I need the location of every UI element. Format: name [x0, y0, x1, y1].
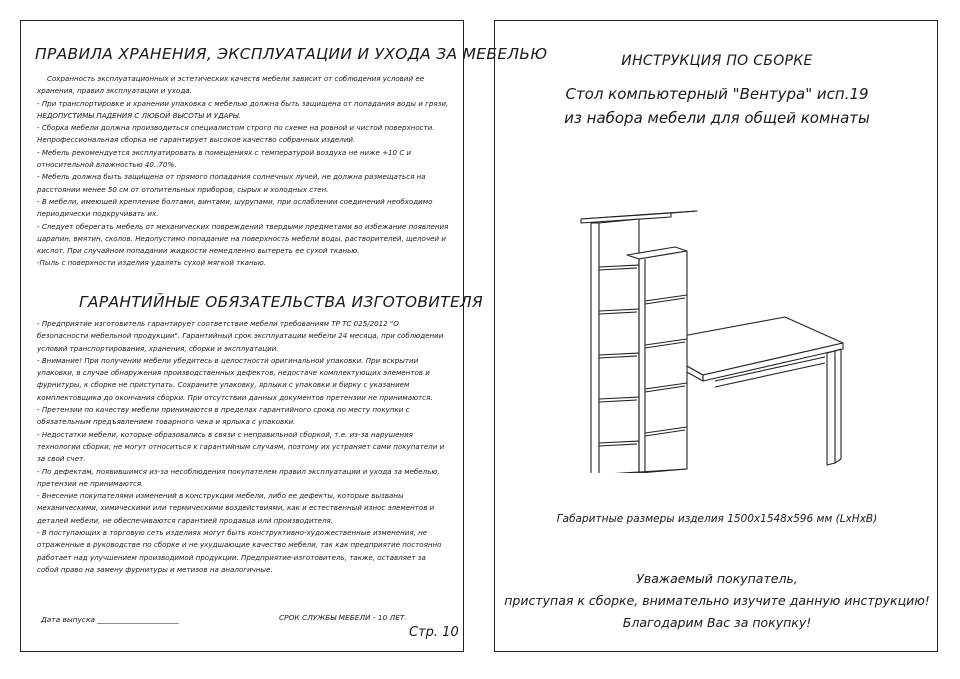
- warranty-paragraph: - Претензии по качеству мебели принимаются в пределах гарантийного срока по месту покупки с обязательным предъявлением товарного чека и ярлыка с упаковки.: [37, 405, 410, 427]
- storage-paragraph: - Мебель рекомендуется эксплуатировать в помещениях с температурой воздуха не ниже +10 С и относительной влажностью 40..70%.: [37, 147, 412, 170]
- greeting-line: Уважаемый покупатель,: [636, 571, 798, 586]
- storage-heading: ПРАВИЛА ХРАНЕНИЯ, ЭКСПЛУАТАЦИИ И УХОДА ЗА МЕБЕЛЬЮ: [35, 45, 548, 63]
- warranty-paragraph: - Внесение покупателями изменений в конструкции мебели, либо ее дефекты, которые вызваны механическими, химическими или термическими воздействиями, как и естественный износ элементов и деталей мебели, не обеспечиваются гарантией продавца или производителя.: [37, 491, 435, 525]
- warranty-heading: ГАРАНТИЙНЫЕ ОБЯЗАТЕЛЬСТВА ИЗГОТОВИТЕЛЯ: [79, 293, 484, 311]
- greeting-thanks: Благодарим Вас за покупку!: [622, 615, 812, 630]
- warranty-terms: [37, 318, 449, 576]
- release-date-label: Дата выпуска ______________________: [41, 615, 179, 624]
- left-page: [20, 20, 548, 652]
- warranty-paragraph: - В поступающих в торговую сеть изделиях могут быть конструктивно-художественные изменения, не отраженные в руководстве по сборке и не ухудшающие качество мебели, так как предприятие постоянно работает над улучшением производимой продукции. Предприятие-изготовитель, также, оставляет за собой право на замену фурнитуры и метизов на аналогичные.: [37, 528, 442, 574]
- instruction-title: ИНСТРУКЦИЯ ПО СБОРКЕ: [621, 53, 813, 69]
- storage-paragraph: - При транспортировке и хранении упаковка с мебелью должна быть защищена от попадания воды и грязи, НЕДОПУСТИМЫ ПАДЕНИЯ С ЛЮБОЙ ВЫСОТЫ И УДАРЫ.: [37, 98, 449, 120]
- service-life: СРОК СЛУЖБЫ МЕБЕЛИ - 10 ЛЕТ.: [279, 613, 407, 622]
- warranty-paragraph: - Недостатки мебели, которые образовались в связи с неправильной сборкой, т.е. из-за нарушения технологии сборки, не могут относиться к гарантийным случаям, поэтому их устраняет сами покупатели и за свой счет.: [37, 429, 445, 464]
- warranty-paragraph: - Предприятие изготовитель гарантирует соответствие мебели требованиям ТР ТС 025/2012 "О безопасности мебельной продукции". Гарантийный срок эксплуатации мебели 24 месяца, при соблюдении условий транспортирования, хранения, сборки и эксплуатации.: [37, 319, 444, 353]
- product-name: Стол компьютерный "Вентура" исп.19: [565, 85, 869, 103]
- storage-rules: [37, 73, 449, 270]
- greeting-instruction: приступая к сборке, внимательно изучите данную инструкцию!: [504, 593, 930, 608]
- warranty-paragraph: - Внимание! При получении мебели убедитесь в целостности оригинальной упаковки. При вскрытии упаковки, в случае обнаружения производственных дефектов, недостаче комплектующих элементов и фурнитуры, к сборке не приступать. Сохраните упаковку, ярлыки с упаковки и бирку с указанием комплектовщика до окончания сборки. При отсутствии данных документов претензии не принимаются.: [37, 355, 433, 402]
- overall-dimensions: Габаритные размеры изделия 1500х1548х596 мм (LхHхB): [556, 513, 878, 525]
- warranty-paragraph: - По дефектам, появившимся из-за несоблюдения покупателем правил эксплуатации и ухода за мебелью, претензии не принимаются.: [37, 466, 440, 488]
- desk-illustration: [575, 193, 865, 473]
- storage-paragraph: - Мебель должна быть защищена от прямого попадания солнечных лучей, не должна размещаться на расстоянии менее 50 см от отопительных приборов, сырых и холодных стен.: [37, 172, 426, 194]
- storage-paragraph: - Сборка мебели должна производиться специалистом строго по схеме на ровной и чистой поверхности. Непрофессиональная сборка не гарантирует высокое качество собранных изделий.: [37, 123, 435, 145]
- product-set: из набора мебели для общей комнаты: [564, 109, 870, 127]
- storage-paragraph: - В мебели, имеющей крепление болтами, винтами, шурупами, при ослаблении соединений необходимо периодически подкручивать их.: [37, 196, 433, 219]
- storage-paragraph: Сохранность эксплуатационных и эстетических качеств мебели зависит от соблюдения условий ее хранения, правил эксплуатации и ухода.: [37, 74, 425, 96]
- storage-paragraph: -Пыль с поверхности изделия удалять сухой мягкой тканью.: [37, 258, 267, 268]
- right-page: [494, 20, 938, 652]
- page-number: Стр. 10: [409, 625, 459, 640]
- storage-paragraph: - Следует оберегать мебель от механических повреждений твердыми предметами во избежание появления царапин, вмятин, сколов. Недопустимо попадание на поверхность мебели воды, растворителей, щелочей и кислот. При случайном попадании жидкости немедленно вытереть ее сухой тканью.: [37, 221, 449, 256]
